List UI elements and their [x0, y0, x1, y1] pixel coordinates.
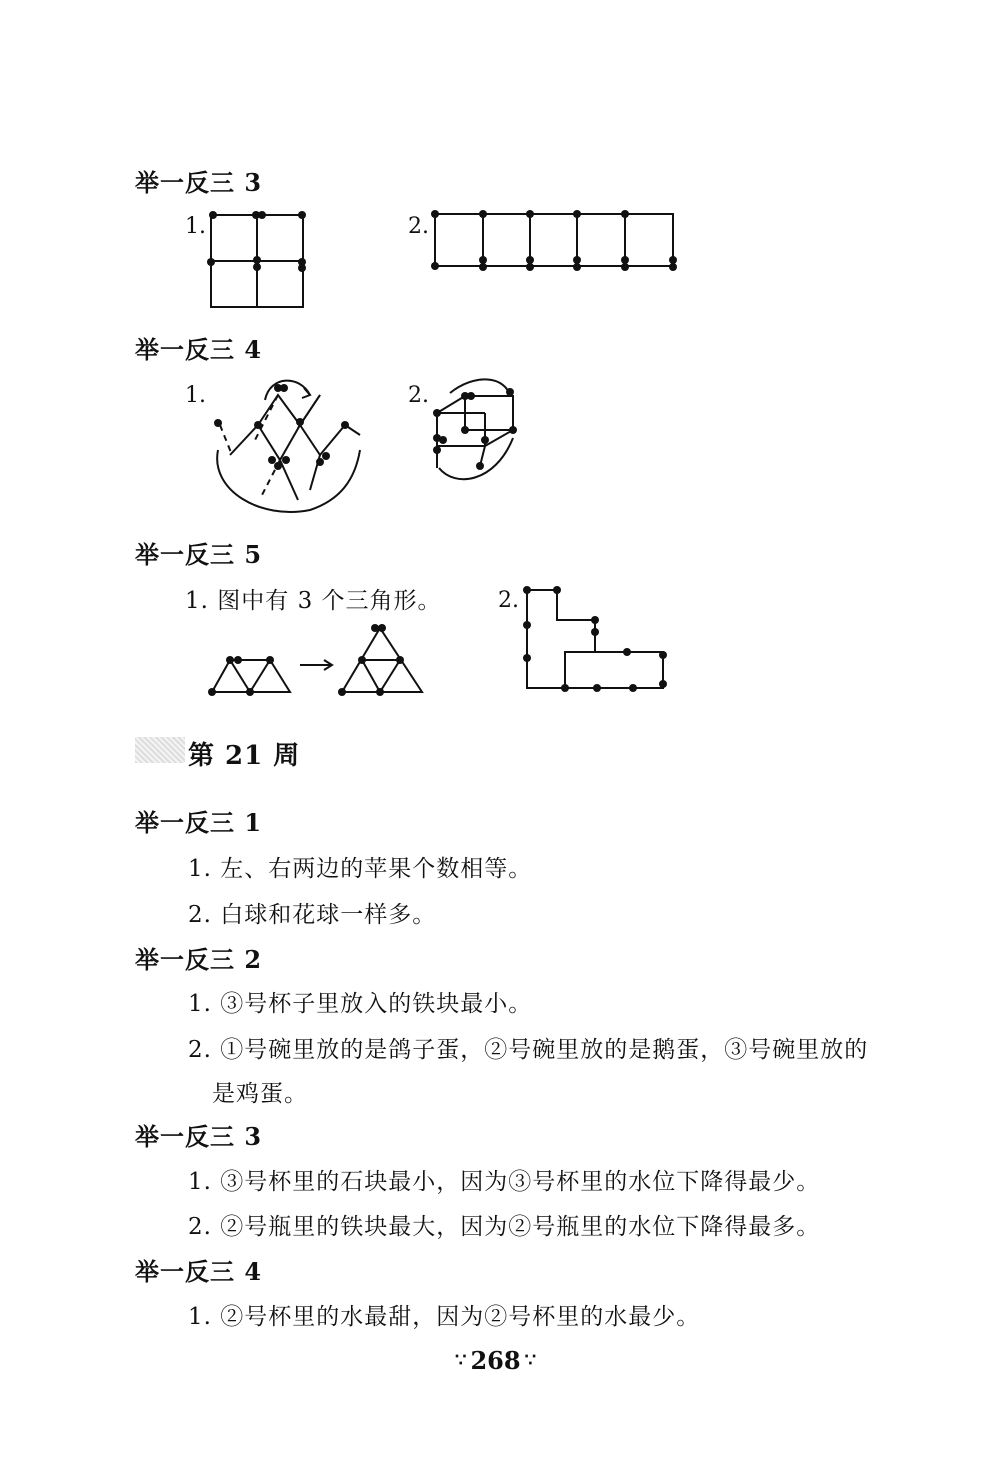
cube-stroke-figure: [425, 378, 535, 493]
answer-text: 1. ③号杯里的石块最小，因为③号杯里的水位下降得最少。: [188, 1169, 821, 1195]
answer-text: 2. 白球和花球一样多。: [188, 902, 437, 928]
answer-text: 1. 左、右两边的苹果个数相等。: [188, 856, 533, 882]
answer-text: 2. ②号瓶里的铁块最大，因为②号瓶里的水位下降得最多。: [188, 1214, 821, 1240]
item-label: 2.: [408, 214, 429, 239]
item-label: 1.: [185, 383, 206, 408]
grid-2x2-figure: [200, 200, 320, 320]
section-heading: 举一反三 3: [135, 1122, 263, 1151]
item-label: 2.: [408, 383, 429, 408]
week-marker: [135, 737, 185, 763]
page-number-text: 268: [470, 1346, 521, 1375]
section-heading: 举一反三 1: [135, 808, 263, 837]
answer-text: 2. ①号碗里放的是鸽子蛋，②号碗里放的是鹅蛋，③号碗里放的: [188, 1037, 869, 1063]
section-heading: 举一反三 2: [135, 945, 263, 974]
section-heading: 举一反三 3: [135, 168, 263, 197]
answer-text: 1. ③号杯子里放入的铁块最小。: [188, 991, 533, 1017]
section-heading: 举一反三 5: [135, 540, 263, 569]
staircase-figure: [515, 580, 675, 700]
answer-text: 1. ②号杯里的水最甜，因为②号杯里的水最少。: [188, 1304, 701, 1330]
triangles-transform-figure: [200, 620, 430, 700]
section-heading: 举一反三 4: [135, 335, 263, 364]
week-title: 第 21 周: [188, 741, 301, 771]
dots-ornament: ∵: [455, 1350, 467, 1371]
answer-text: 是鸡蛋。: [212, 1081, 308, 1107]
dots-ornament: ∵: [524, 1350, 537, 1371]
item-label: 1.: [185, 214, 206, 239]
section-heading: 举一反三 4: [135, 1257, 263, 1286]
row-of-squares-figure: [425, 205, 685, 285]
page-number: [455, 1346, 536, 1375]
zigzag-stroke-figure: [200, 370, 390, 525]
answer-text: 1. 图中有 3 个三角形。: [185, 588, 442, 614]
item-label: 2.: [498, 588, 519, 613]
